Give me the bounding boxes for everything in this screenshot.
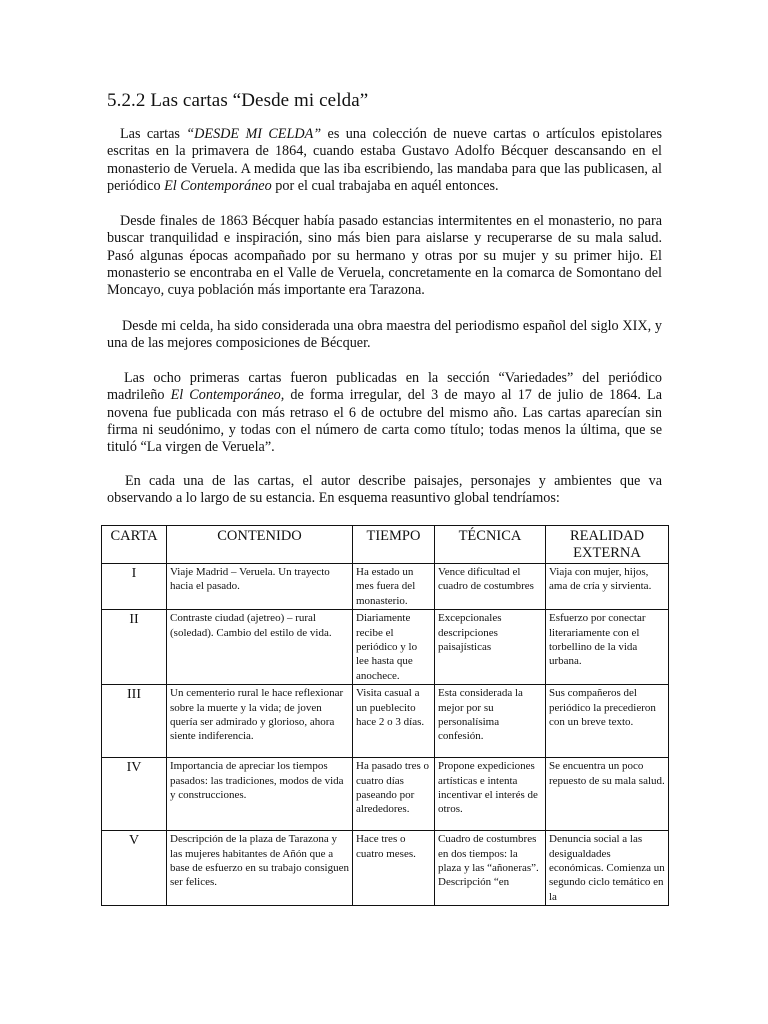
- paragraph-3: [107, 318, 662, 353]
- cell-contenido: Descripción de la plaza de Tarazona y las mujeres habitantes de Añón que a base de esfuerzo en su trabajo consiguen ser felices.: [167, 831, 353, 906]
- header-tecnica: TÉCNICA: [435, 526, 546, 564]
- p4-newspaper-italic: El Contemporáneo,: [170, 387, 285, 404]
- paragraph-2: [107, 213, 662, 299]
- p5-text: En cada una de las cartas, el autor describe paisajes, personajes y ambientes que va observando a lo largo de su estancia. En esquema reasuntivo global tendríamos:: [107, 473, 662, 507]
- cell-carta: V: [102, 831, 167, 906]
- cell-contenido: Viaje Madrid – Veruela. Un trayecto hacia el pasado.: [167, 564, 353, 610]
- table-row: [102, 610, 669, 685]
- cell-realidad: Sus compañeros del periódico la precedieron con un breve texto.: [546, 685, 669, 758]
- table-row: [102, 685, 669, 758]
- section-heading: 5.2.2 Las cartas “Desde mi celda”: [107, 90, 369, 111]
- cell-tecnica: Esta considerada la mejor por su personalísima confesión.: [435, 685, 546, 758]
- paragraph-1: [107, 126, 662, 195]
- cell-carta: III: [102, 685, 167, 758]
- cartas-table: [101, 525, 669, 906]
- cell-tecnica: Vence dificultad el cuadro de costumbres: [435, 564, 546, 610]
- header-carta: CARTA: [102, 526, 167, 564]
- cell-realidad: Viaja con mujer, hijos, ama de cría y sirvienta.: [546, 564, 669, 610]
- header-realidad-externa: REALIDAD EXTERNA: [546, 526, 669, 564]
- cell-realidad: Denuncia social a las desigualdades económicas. Comienza un segundo ciclo temático en la: [546, 831, 669, 906]
- cell-contenido: Importancia de apreciar los tiempos pasados: las tradiciones, modos de vida y construcciones.: [167, 758, 353, 831]
- p1-text-b: es una colección de nueve cartas o artículos epistolares escritas en la primavera de 1864, cuando estaba Gustavo Adolfo Bécquer descansando en el monasterio de Veruela. A medida que las iba escribiendo, las mandaba para que las publicasen, al periódico: [107, 126, 662, 194]
- cell-contenido: Contraste ciudad (ajetreo) – rural (soledad). Cambio del estilo de vida.: [167, 610, 353, 685]
- p1-newspaper-italic: El Contemporáneo: [164, 177, 272, 194]
- paragraph-4: [107, 370, 662, 456]
- table-row: [102, 564, 669, 610]
- cell-carta: I: [102, 564, 167, 610]
- cell-tecnica: Excepcionales descripciones paisajísticas: [435, 610, 546, 685]
- table-row: [102, 831, 669, 906]
- header-tiempo: TIEMPO: [353, 526, 435, 564]
- table-row: [102, 758, 669, 831]
- cell-tiempo: Ha estado un mes fuera del monasterio.: [353, 564, 435, 610]
- cell-tecnica: Propone expediciones artísticas e intenta incentivar el interés de otros.: [435, 758, 546, 831]
- cell-carta: IV: [102, 758, 167, 831]
- p1-text-c: por el cual trabajaba en aquél entonces.: [271, 177, 499, 194]
- cell-carta: II: [102, 610, 167, 685]
- cell-realidad: Esfuerzo por conectar literariamente con el torbellino de la vida urbana.: [546, 610, 669, 685]
- p4-text-a: Las ocho primeras cartas fueron publicadas en la sección “Variedades” del periódico madrileño: [107, 370, 662, 404]
- p3-text: Desde mi celda, ha sido considerada una obra maestra del periodismo español del siglo XIX, y una de las mejores composiciones de Bécquer.: [107, 318, 662, 352]
- table-header-row: [102, 526, 669, 564]
- cell-tiempo: Visita casual a un pueblecito hace 2 o 3 días.: [353, 685, 435, 758]
- p4-text-b: de forma irregular, del 3 de mayo al 17 de julio de 1864. La novena fue publicada con más retraso el 6 de octubre del mismo año. Las cartas aparecían sin firma ni seudónimo, y todas con el número de carta como título; todas menos la última, que se tituló “La virgen de Veruela”.: [107, 387, 662, 456]
- p1-text-a: Las cartas: [120, 126, 187, 142]
- cell-tiempo: Diariamente recibe el periódico y lo lee hasta que anochece.: [353, 610, 435, 685]
- cell-contenido: Un cementerio rural le hace reflexionar sobre la muerte y la vida; de joven quería ser admirado y glorioso, ahora siente indiferencia.: [167, 685, 353, 758]
- paragraph-5: [107, 473, 662, 508]
- cell-realidad: Se encuentra un poco repuesto de su mala salud.: [546, 758, 669, 831]
- header-contenido: CONTENIDO: [167, 526, 353, 564]
- cell-tiempo: Ha pasado tres o cuatro días paseando por alrededores.: [353, 758, 435, 831]
- p2-text: Desde finales de 1863 Bécquer había pasado estancias intermitentes en el monasterio, no para buscar tranquilidad e inspiración, sino más bien para aislarse y recuperarse de su mala salud. Pasó algunas épocas acompañado por su hermano y otras por su mujer y su primer hijo. El monasterio se encontraba en el Valle de Veruela, concretamente en la comarca de Somontano del Moncayo, cuya población más importante era Tarazona.: [107, 213, 662, 299]
- cell-tecnica: Cuadro de costumbres en dos tiempos: la plaza y las “añoneras”. Descripción “en: [435, 831, 546, 906]
- p1-title-italic: “DESDE MI CELDA”: [186, 126, 322, 142]
- cell-tiempo: Hace tres o cuatro meses.: [353, 831, 435, 906]
